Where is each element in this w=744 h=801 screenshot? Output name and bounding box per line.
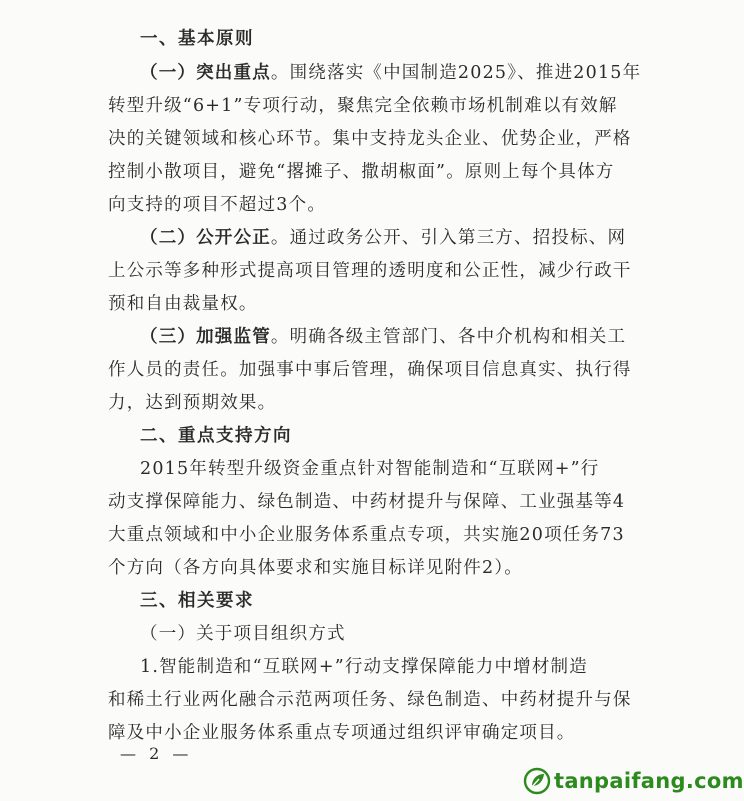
section-2-line-2: 动支撑保障能力、绿色制造、中药材提升与保障、工业强基等4 (108, 492, 626, 512)
section-1-item-1-line-4: 控制小散项目，避免“撂摊子、撒胡椒面”。原则上每个具体方 (108, 162, 615, 182)
section-1-item-3-label: （三）加强监管 (140, 327, 271, 347)
section-1-item-2-line-2: 上公示等多种形式提高项目管理的透明度和公正性，减少行政干 (108, 261, 632, 281)
section-1-item-1-line-3: 决的关键领域和核心环节。集中支持龙头企业、优势企业，严格 (108, 129, 632, 149)
section-2-line-3: 大重点领域和中小企业服务体系重点专项，共实施20项任务73 (108, 525, 625, 545)
section-1-item-1-label: （一）突出重点 (140, 63, 271, 83)
section-1-item-1-line-5: 向支持的项目不超过3个。 (108, 195, 327, 215)
section-1-item-2-line-1: （二）公开公正。通过政务公开、引入第三方、招投标、网 (140, 228, 627, 248)
page-number: — 2 — (120, 744, 193, 763)
watermark (524, 768, 744, 794)
section-1-title: 一、基本原则 (140, 29, 254, 49)
section-2-title: 二、重点支持方向 (140, 426, 292, 446)
watermark-text[interactable]: tanpaifang.com (554, 769, 744, 793)
section-1-item-3-line-1: （三）加强监管。明确各级主管部门、各中介机构和相关工 (140, 327, 627, 347)
section-1-item-2-line-3: 预和自由裁量权。 (108, 294, 258, 314)
section-2-line-1: 2015年转型升级资金重点针对智能制造和“互联网+”行 (140, 459, 600, 479)
leaf-logo-icon (524, 768, 550, 794)
section-1-item-1-line-2: 转型升级“6+1”专项行动，聚焦完全依赖市场机制难以有效解 (108, 96, 618, 116)
section-1-item-3-line-3: 力，达到预期效果。 (108, 393, 277, 413)
section-1-item-3-line-2: 作人员的责任。加强事中事后管理，确保项目信息真实、执行得 (108, 360, 632, 380)
section-3-line-2: 和稀土行业两化融合示范两项任务、绿色制造、中药材提升与保 (108, 690, 632, 710)
section-1-item-2-label: （二）公开公正 (140, 228, 271, 248)
section-1-item-1-line-1: （一）突出重点。围绕落实《中国制造2025》、推进2015年 (140, 63, 642, 83)
section-3-line-3: 障及中小企业服务体系重点专项通过组织评审确定项目。 (108, 723, 576, 743)
section-3-subtitle: （一）关于项目组织方式 (140, 624, 346, 644)
section-3-title: 三、相关要求 (140, 591, 254, 611)
section-2-line-4: 个方向（各方向具体要求和实施目标详见附件2）。 (108, 558, 523, 578)
section-3-line-1: 1.智能制造和“互联网+”行动支撑保障能力中增材制造 (140, 657, 588, 677)
